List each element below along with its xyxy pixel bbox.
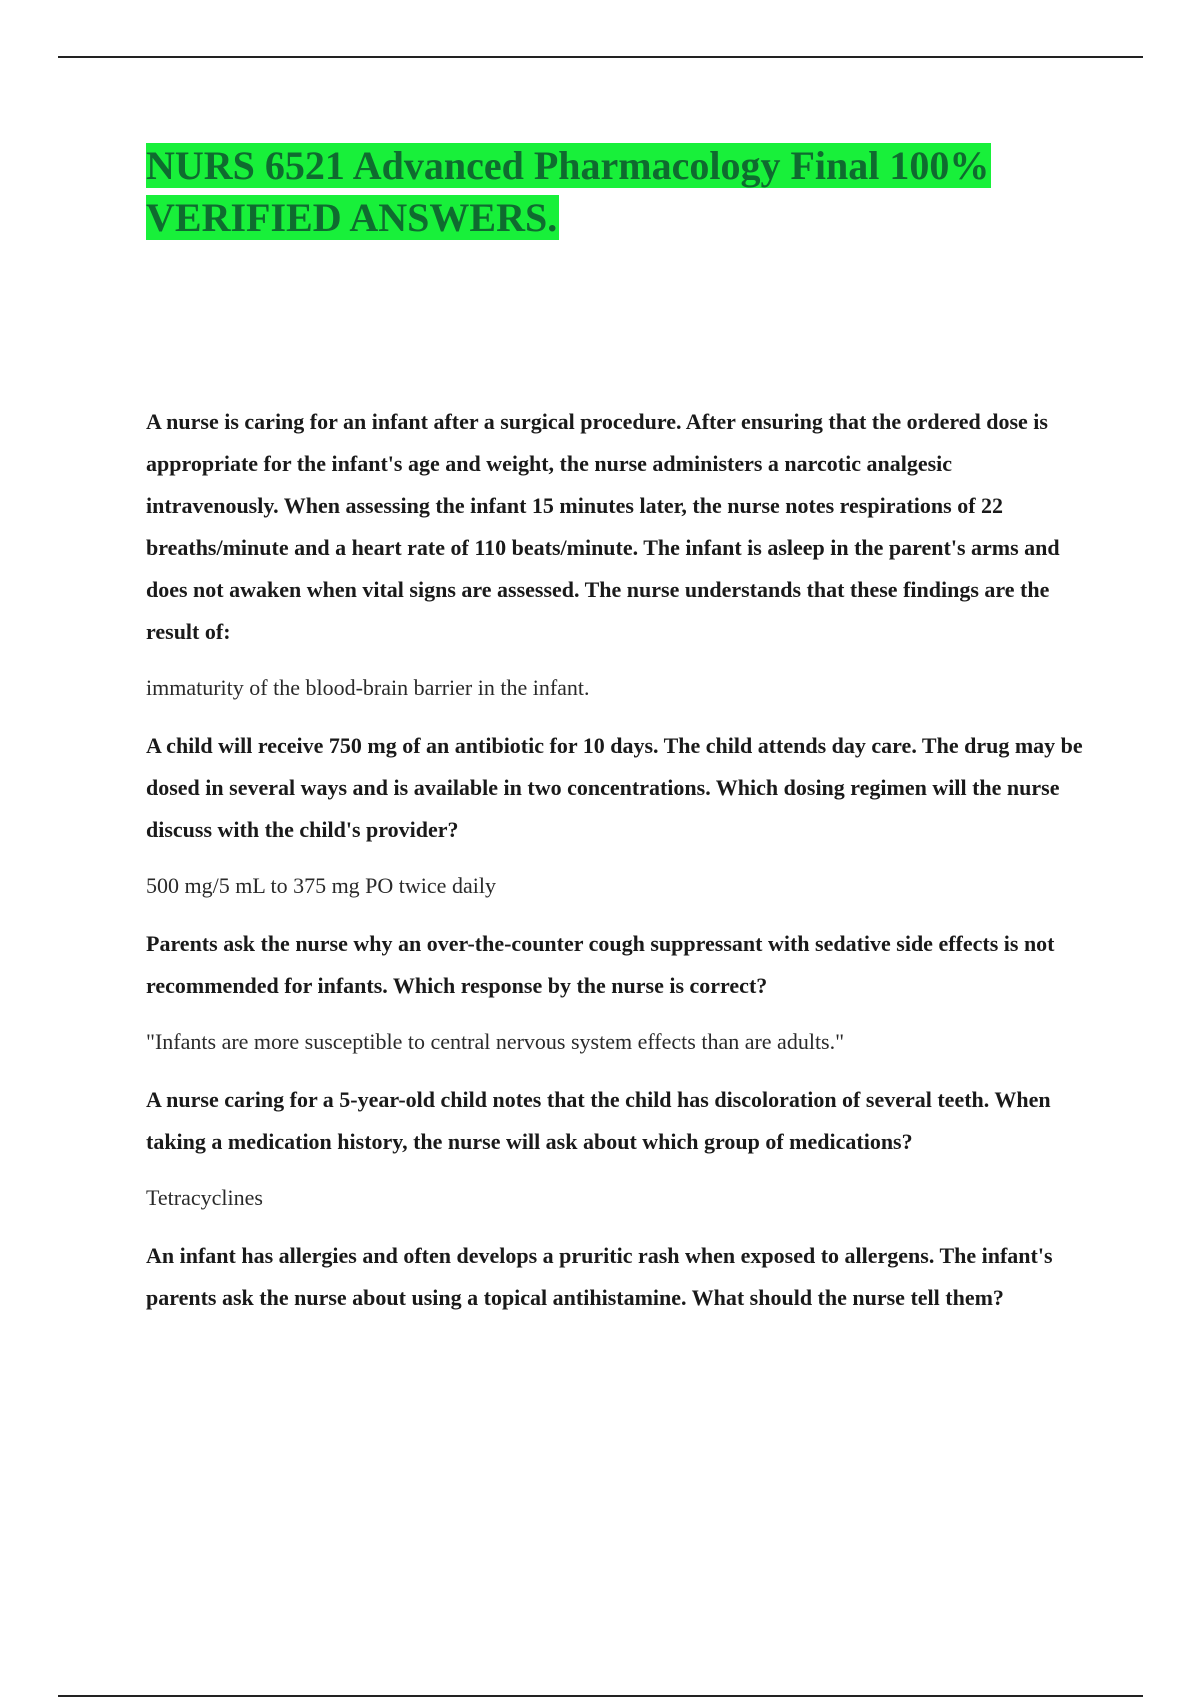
qa-list xyxy=(146,401,1086,1319)
top-rule xyxy=(58,56,1143,58)
question-4: A nurse caring for a 5-year-old child notes that the child has discoloration of several teeth. When taking a medication history, the nurse will ask about which group of medications? xyxy=(146,1087,1051,1154)
title-highlight: NURS 6521 Advanced Pharmacology Final 100% VERIFIED ANSWERS. xyxy=(146,143,990,240)
answer-1: immaturity of the blood-brain barrier in the infant. xyxy=(146,675,590,700)
document-body xyxy=(146,140,1086,1319)
question-3: Parents ask the nurse why an over-the-counter cough suppressant with sedative side effects is not recommended for infants. Which response by the nurse is correct? xyxy=(146,931,1055,998)
answer-4: Tetracyclines xyxy=(146,1185,263,1210)
document-title xyxy=(146,140,1086,244)
bottom-rule xyxy=(58,1695,1143,1697)
answer-3: "Infants are more susceptible to central nervous system effects than are adults." xyxy=(146,1029,845,1054)
question-5: An infant has allergies and often develops a pruritic rash when exposed to allergens. The infant's parents ask the nurse about using a topical antihistamine. What should the nurse tell them? xyxy=(146,1243,1053,1310)
answer-2: 500 mg/5 mL to 375 mg PO twice daily xyxy=(146,873,496,898)
question-1: A nurse is caring for an infant after a surgical procedure. After ensuring that the ordered dose is appropriate for the infant's age and weight, the nurse administers a narcotic analgesic intravenously. When assessing the infant 15 minutes later, the nurse notes respirations of 22 breaths/minute and a heart rate of 110 beats/minute. The infant is asleep in the parent's arms and does not awaken when vital signs are assessed. The nurse understands that these findings are the result of: xyxy=(146,409,1060,644)
question-2: A child will receive 750 mg of an antibiotic for 10 days. The child attends day care. The drug may be dosed in several ways and is available in two concentrations. Which dosing regimen will the nurse discuss with the child's provider? xyxy=(146,733,1083,842)
